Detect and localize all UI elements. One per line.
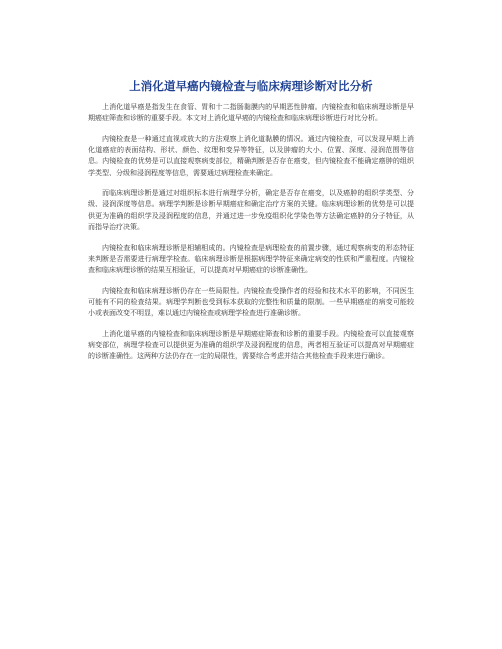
document-body xyxy=(88,102,414,372)
paragraph: 内镜检查和临床病理诊断仍存在一些局限性。内镜检查受操作者的经验和技术水平的影响，不同医生可能有不同的检查结果。病理学判断也受到标本获取的完整性和质量的限制。一些早期癌症的病变可能较小或表面改变不明显，难以通过内镜检查或病理学检查进行准确诊断。 xyxy=(88,286,414,318)
paragraph: 而临床病理诊断是通过对组织标本进行病理学分析，确定是否存在癌变，以及癌肿的组织学类型、分级、浸润深度等信息。病理学判断是诊断早期癌症和确定治疗方案的关键。临床病理诊断的优势是可以提供更为准确的组织学及浸润程度的信息，并通过进一步免疫组织化学染色等方法确定癌肿的分子特征，从而指导治疗决策。 xyxy=(88,189,414,231)
paragraph: 上消化道早癌是指发生在食管、胃和十二指肠黏膜内的早期恶性肿瘤。内镜检查和临床病理诊断是早期癌症筛查和诊断的重要手段。本文对上消化道早癌的内镜检查和临床病理诊断进行对比分析。 xyxy=(88,103,414,123)
document-title: 上消化道早癌内镜检查与临床病理诊断对比分析 xyxy=(129,79,373,93)
paragraph: 上消化道早癌的内镜检查和临床病理诊断是早期癌症筛查和诊断的重要手段。内镜检查可以直接观察病变部位，病理学检查可以提供更为准确的组织学及浸润程度的信息，两者相互验证可以提高对早期癌症的诊断准确性。这两种方法仍存在一定的局限性，需要综合考虑并结合其他检查手段来进行确诊。 xyxy=(88,329,414,361)
paragraph: 内镜检查是一种通过直视或放大的方法观察上消化道黏膜的情况。通过内镜检查，可以发现早期上消化道癌症的表面结构、形状、颜色、纹理和变异等特征，以及肿瘤的大小、位置、深度、浸润范围等信息。内镜检查的优势是可以直接观察病变部位，精确判断是否存在癌变，但内镜检查不能确定癌肿的组织学类型、分级和浸润程度等信息，需要通过病理检查来确定。 xyxy=(88,134,414,177)
paragraph: 内镜检查和临床病理诊断是相辅相成的。内镜检查是病理检查的前置步骤，通过观察病变的形态特征来判断是否需要进行病理学检查。临床病理诊断是根据病理学特征来确定病变的性质和严重程度。内镜检查和临床病理诊断的结果互相验证，可以提高对早期癌症的诊断准确性。 xyxy=(88,243,414,274)
